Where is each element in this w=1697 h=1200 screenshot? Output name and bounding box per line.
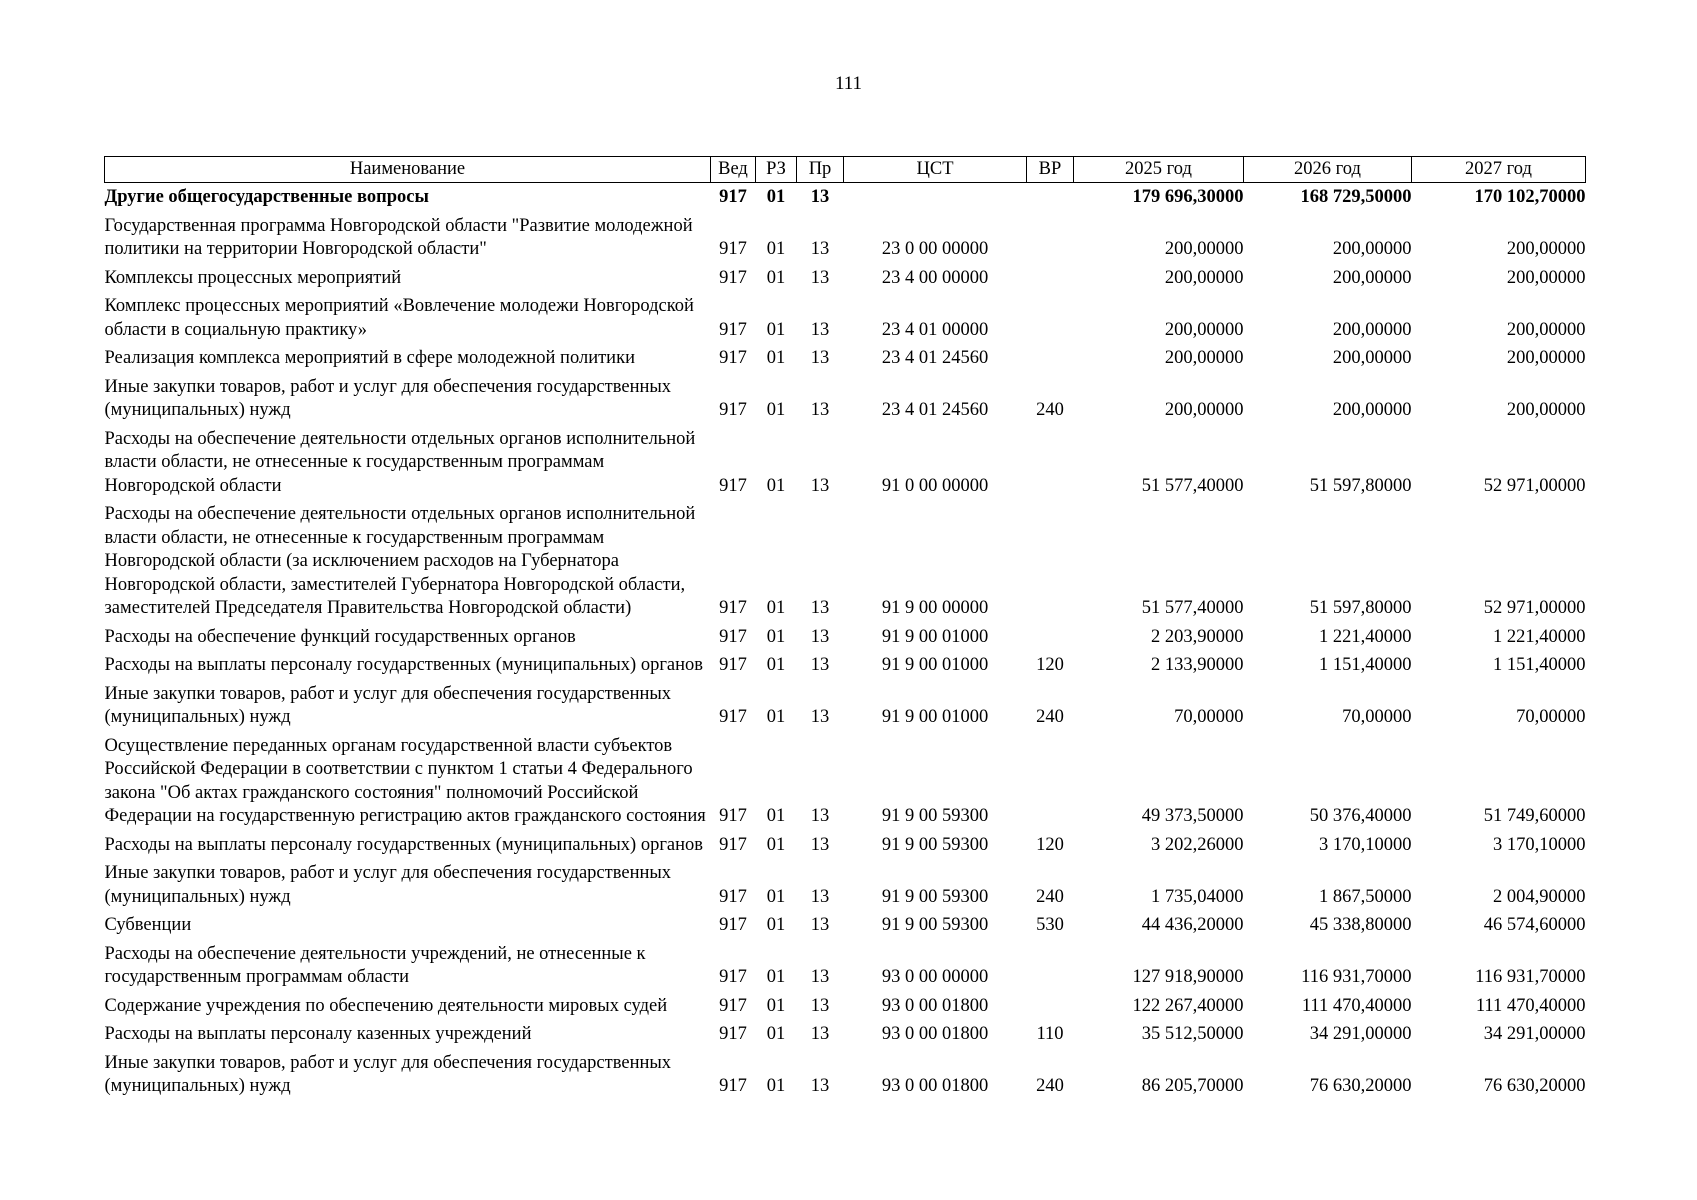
cell-vr: 240 bbox=[1036, 1076, 1064, 1096]
cell-2027: 3 170,10000 bbox=[1493, 834, 1586, 855]
cell-ved: 917 bbox=[719, 995, 747, 1016]
cell-2025: 35 512,50000 bbox=[1141, 1024, 1244, 1044]
cell-2025: 200,00000 bbox=[1164, 319, 1244, 340]
cell-cst: 93 0 00 00000 bbox=[881, 967, 989, 987]
cell-vr bbox=[1027, 183, 1074, 210]
cell-pr: 13 bbox=[810, 886, 830, 907]
cell-rz: 01 bbox=[766, 626, 786, 647]
cell-rz: 01 bbox=[766, 1024, 786, 1044]
cell-rz: 01 bbox=[766, 707, 786, 727]
cell-pr: 13 bbox=[810, 598, 830, 618]
table-row bbox=[105, 210, 1586, 262]
cell-2025: 51 577,40000 bbox=[1141, 475, 1244, 496]
cell-cst: 23 4 01 24560 bbox=[881, 348, 989, 368]
cell-vr: 120 bbox=[1036, 655, 1064, 675]
cell-name: Расходы на обеспечение деятельности отдельных органов исполнительной власти области, не отнесенные к государственным программам Новгородской области bbox=[104, 428, 696, 496]
cell-2027: 51 749,60000 bbox=[1483, 806, 1586, 826]
cell-name: Расходы на выплаты персоналу государственных (муниципальных) органов bbox=[104, 834, 704, 855]
cell-rz: 01 bbox=[766, 475, 786, 496]
cell-2026: 200,00000 bbox=[1332, 267, 1412, 288]
cell-cst bbox=[844, 183, 1027, 210]
cell-2026: 50 376,40000 bbox=[1309, 806, 1412, 826]
cell-cst: 23 4 00 00000 bbox=[881, 267, 989, 288]
table-row bbox=[105, 990, 1586, 1019]
cell-2025: 44 436,20000 bbox=[1141, 915, 1244, 935]
cell-cst: 93 0 00 01800 bbox=[881, 1024, 989, 1044]
cell-name: Государственная программа Новгородской области "Развитие молодежной политики на территории Новгородской области" bbox=[104, 215, 693, 259]
cell-2025: 2 133,90000 bbox=[1151, 655, 1244, 675]
cell-ved: 917 bbox=[719, 967, 747, 987]
cell-2027: 116 931,70000 bbox=[1475, 967, 1586, 987]
cell-name: Комплекс процессных мероприятий «Вовлечение молодежи Новгородской области в социальную практику» bbox=[104, 296, 694, 340]
cell-vr: 240 bbox=[1036, 886, 1064, 907]
cell-vr bbox=[1027, 290, 1074, 342]
cell-2027: 70,00000 bbox=[1516, 707, 1586, 727]
cell-name: Расходы на обеспечение деятельности отдельных органов исполнительной власти области, не отнесенные к государственным программам Новгородской области (за исключением расходов на Губернатора Новгородской области, заместителей Губернатора Новгородской области, заместителей Председателя Правительства Новгородской области) bbox=[104, 504, 696, 618]
cell-vr: 530 bbox=[1036, 915, 1064, 935]
cell-pr: 13 bbox=[810, 1076, 830, 1096]
column-header-pr: Пр bbox=[797, 157, 844, 183]
cell-rz: 01 bbox=[766, 834, 786, 855]
cell-2027: 1 221,40000 bbox=[1493, 626, 1586, 647]
cell-cst: 91 9 00 59300 bbox=[881, 806, 989, 826]
cell-2025: 3 202,26000 bbox=[1151, 834, 1244, 855]
cell-2025: 200,00000 bbox=[1164, 239, 1244, 259]
cell-2026: 168 729,50000 bbox=[1300, 187, 1412, 207]
cell-vr: 240 bbox=[1036, 400, 1064, 420]
cell-vr bbox=[1027, 262, 1074, 291]
cell-vr bbox=[1027, 342, 1074, 371]
cell-2027: 34 291,00000 bbox=[1483, 1024, 1586, 1044]
cell-rz: 01 bbox=[766, 886, 786, 907]
cell-pr: 13 bbox=[810, 267, 830, 288]
column-header-name: Наименование bbox=[105, 157, 711, 183]
table-row bbox=[105, 938, 1586, 990]
cell-cst: 23 0 00 00000 bbox=[881, 239, 989, 259]
cell-2025: 49 373,50000 bbox=[1141, 806, 1244, 826]
cell-2025: 200,00000 bbox=[1164, 400, 1244, 420]
table-row bbox=[105, 423, 1586, 499]
cell-2027: 200,00000 bbox=[1506, 267, 1586, 288]
cell-ved: 917 bbox=[719, 834, 747, 855]
cell-ved: 917 bbox=[719, 1024, 747, 1044]
cell-name: Иные закупки товаров, работ и услуг для обеспечения государственных (муниципальных) нужд bbox=[104, 376, 672, 420]
cell-rz: 01 bbox=[766, 806, 786, 826]
cell-ved: 917 bbox=[719, 348, 747, 368]
table-row bbox=[105, 730, 1586, 829]
cell-2025: 1 735,04000 bbox=[1151, 886, 1244, 907]
cell-pr: 13 bbox=[810, 239, 830, 259]
column-header-2026: 2026 год bbox=[1244, 157, 1412, 183]
cell-ved: 917 bbox=[719, 319, 747, 340]
cell-cst: 91 9 00 01000 bbox=[881, 707, 989, 727]
cell-ved: 917 bbox=[719, 1076, 747, 1096]
cell-rz: 01 bbox=[766, 655, 786, 675]
cell-pr: 13 bbox=[810, 806, 830, 826]
column-header-vr: ВР bbox=[1027, 157, 1074, 183]
cell-pr: 13 bbox=[810, 1024, 830, 1044]
cell-ved: 917 bbox=[719, 915, 747, 935]
cell-ved: 917 bbox=[719, 655, 747, 675]
cell-pr: 13 bbox=[810, 475, 830, 496]
cell-2027: 52 971,00000 bbox=[1483, 598, 1586, 618]
cell-vr bbox=[1027, 621, 1074, 650]
table-row bbox=[105, 498, 1586, 621]
cell-2026: 76 630,20000 bbox=[1309, 1076, 1412, 1096]
cell-name: Осуществление переданных органам государственной власти субъектов Российской Федерации в соответствии с пунктом 1 статьи 4 Федерального закона "Об актах гражданского состояния" полномочий Российской Федерации на государственную регистрацию актов гражданского состояния bbox=[104, 735, 706, 826]
cell-vr bbox=[1027, 210, 1074, 262]
table-body bbox=[105, 183, 1586, 1099]
table-row bbox=[105, 678, 1586, 730]
cell-pr: 13 bbox=[810, 348, 830, 368]
cell-name: Реализация комплекса мероприятий в сфере молодежной политики bbox=[104, 348, 635, 368]
cell-cst: 91 9 00 59300 bbox=[881, 886, 989, 907]
cell-2027: 52 971,00000 bbox=[1483, 475, 1586, 496]
cell-vr bbox=[1027, 938, 1074, 990]
cell-2026: 45 338,80000 bbox=[1309, 915, 1412, 935]
cell-ved: 917 bbox=[719, 267, 747, 288]
table-row bbox=[105, 342, 1586, 371]
budget-table bbox=[104, 156, 1586, 1099]
cell-2027: 2 004,90000 bbox=[1493, 886, 1586, 907]
cell-ved: 917 bbox=[719, 475, 747, 496]
cell-2026: 116 931,70000 bbox=[1301, 967, 1412, 987]
cell-rz: 01 bbox=[766, 187, 786, 207]
cell-cst: 93 0 00 01800 bbox=[881, 1076, 989, 1096]
cell-vr bbox=[1027, 498, 1074, 621]
cell-cst: 91 0 00 00000 bbox=[881, 475, 989, 496]
cell-2027: 46 574,60000 bbox=[1483, 915, 1586, 935]
table-row bbox=[105, 290, 1586, 342]
cell-pr: 13 bbox=[810, 626, 830, 647]
column-header-rz: РЗ bbox=[756, 157, 797, 183]
cell-rz: 01 bbox=[766, 915, 786, 935]
table-row bbox=[105, 1047, 1586, 1099]
cell-2026: 1 867,50000 bbox=[1319, 886, 1412, 907]
column-header-2025: 2025 год bbox=[1074, 157, 1244, 183]
cell-2025: 51 577,40000 bbox=[1141, 598, 1244, 618]
cell-2025: 122 267,40000 bbox=[1132, 995, 1244, 1016]
cell-name: Расходы на обеспечение функций государственных органов bbox=[104, 626, 576, 647]
cell-2026: 1 221,40000 bbox=[1319, 626, 1412, 647]
cell-name: Иные закупки товаров, работ и услуг для обеспечения государственных (муниципальных) нужд bbox=[104, 863, 672, 907]
cell-pr: 13 bbox=[810, 400, 830, 420]
cell-rz: 01 bbox=[766, 239, 786, 259]
cell-name: Субвенции bbox=[104, 915, 192, 935]
cell-2027: 76 630,20000 bbox=[1483, 1076, 1586, 1096]
cell-rz: 01 bbox=[766, 319, 786, 340]
cell-2027: 200,00000 bbox=[1506, 239, 1586, 259]
cell-2025: 127 918,90000 bbox=[1132, 967, 1244, 987]
cell-cst: 93 0 00 01800 bbox=[881, 995, 989, 1016]
cell-ved: 917 bbox=[719, 239, 747, 259]
cell-vr bbox=[1027, 423, 1074, 499]
cell-cst: 91 9 00 01000 bbox=[881, 626, 989, 647]
table-row bbox=[105, 621, 1586, 650]
table-row bbox=[105, 909, 1586, 938]
cell-2026: 51 597,80000 bbox=[1309, 475, 1412, 496]
table-row bbox=[105, 829, 1586, 858]
cell-cst: 91 9 00 00000 bbox=[881, 598, 989, 618]
cell-2026: 200,00000 bbox=[1332, 348, 1412, 368]
cell-2025: 200,00000 bbox=[1164, 267, 1244, 288]
cell-2025: 70,00000 bbox=[1174, 707, 1244, 727]
cell-pr: 13 bbox=[810, 915, 830, 935]
table-row bbox=[105, 262, 1586, 291]
cell-2025: 2 203,90000 bbox=[1151, 626, 1244, 647]
cell-2026: 200,00000 bbox=[1332, 239, 1412, 259]
cell-rz: 01 bbox=[766, 967, 786, 987]
cell-name: Комплексы процессных мероприятий bbox=[104, 267, 402, 288]
cell-vr: 110 bbox=[1036, 1024, 1064, 1044]
cell-2026: 34 291,00000 bbox=[1309, 1024, 1412, 1044]
cell-2026: 200,00000 bbox=[1332, 319, 1412, 340]
cell-ved: 917 bbox=[719, 707, 747, 727]
cell-2027: 200,00000 bbox=[1506, 348, 1586, 368]
cell-name: Другие общегосударственные вопросы bbox=[104, 187, 429, 207]
cell-vr bbox=[1027, 990, 1074, 1019]
cell-rz: 01 bbox=[766, 995, 786, 1016]
cell-ved: 917 bbox=[719, 806, 747, 826]
cell-2027: 170 102,70000 bbox=[1474, 187, 1586, 207]
cell-2026: 3 170,10000 bbox=[1319, 834, 1412, 855]
cell-ved: 917 bbox=[719, 187, 747, 207]
cell-cst: 91 9 00 01000 bbox=[881, 655, 989, 675]
cell-2025: 200,00000 bbox=[1164, 348, 1244, 368]
cell-2026: 70,00000 bbox=[1342, 707, 1412, 727]
cell-2025: 179 696,30000 bbox=[1132, 187, 1244, 207]
cell-ved: 917 bbox=[719, 400, 747, 420]
cell-2026: 200,00000 bbox=[1332, 400, 1412, 420]
cell-2027: 200,00000 bbox=[1506, 400, 1586, 420]
cell-vr: 240 bbox=[1036, 707, 1064, 727]
page-number: 111 bbox=[834, 73, 863, 94]
cell-pr: 13 bbox=[810, 995, 830, 1016]
cell-name: Иные закупки товаров, работ и услуг для обеспечения государственных (муниципальных) нужд bbox=[104, 683, 672, 727]
cell-name: Расходы на обеспечение деятельности учреждений, не отнесенные к государственным программам области bbox=[104, 943, 646, 987]
cell-2026: 51 597,80000 bbox=[1309, 598, 1412, 618]
cell-pr: 13 bbox=[810, 707, 830, 727]
cell-2027: 1 151,40000 bbox=[1493, 655, 1586, 675]
table-row bbox=[105, 857, 1586, 909]
cell-2026: 111 470,40000 bbox=[1301, 995, 1412, 1016]
cell-2027: 200,00000 bbox=[1506, 319, 1586, 340]
cell-rz: 01 bbox=[766, 598, 786, 618]
cell-cst: 91 9 00 59300 bbox=[881, 834, 989, 855]
cell-pr: 13 bbox=[810, 655, 830, 675]
cell-pr: 13 bbox=[810, 967, 830, 987]
cell-vr bbox=[1027, 730, 1074, 829]
cell-pr: 13 bbox=[810, 834, 830, 855]
cell-pr: 13 bbox=[810, 319, 830, 340]
cell-ved: 917 bbox=[719, 626, 747, 647]
cell-rz: 01 bbox=[766, 267, 786, 288]
column-header-ved: Вед bbox=[711, 157, 756, 183]
table-row bbox=[105, 1018, 1586, 1047]
cell-rz: 01 bbox=[766, 348, 786, 368]
cell-ved: 917 bbox=[719, 886, 747, 907]
column-header-2027: 2027 год bbox=[1412, 157, 1586, 183]
cell-name: Расходы на выплаты персоналу государственных (муниципальных) органов bbox=[104, 655, 704, 675]
cell-cst: 23 4 01 24560 bbox=[881, 400, 989, 420]
column-header-cst: ЦСТ bbox=[844, 157, 1027, 183]
cell-name: Расходы на выплаты персоналу казенных учреждений bbox=[104, 1024, 532, 1044]
cell-name: Иные закупки товаров, работ и услуг для обеспечения государственных (муниципальных) нужд bbox=[104, 1052, 672, 1096]
cell-2025: 86 205,70000 bbox=[1141, 1076, 1244, 1096]
cell-rz: 01 bbox=[766, 400, 786, 420]
cell-pr: 13 bbox=[810, 187, 830, 207]
cell-cst: 23 4 01 00000 bbox=[881, 319, 989, 340]
cell-rz: 01 bbox=[766, 1076, 786, 1096]
cell-2026: 1 151,40000 bbox=[1319, 655, 1412, 675]
table-row bbox=[105, 183, 1586, 210]
cell-2027: 111 470,40000 bbox=[1475, 995, 1586, 1016]
cell-cst: 91 9 00 59300 bbox=[881, 915, 989, 935]
table-header-row bbox=[105, 157, 1586, 183]
table-row bbox=[105, 649, 1586, 678]
table-row bbox=[105, 371, 1586, 423]
cell-vr: 120 bbox=[1036, 834, 1064, 855]
cell-ved: 917 bbox=[719, 598, 747, 618]
cell-name: Содержание учреждения по обеспечению деятельности мировых судей bbox=[104, 995, 668, 1016]
